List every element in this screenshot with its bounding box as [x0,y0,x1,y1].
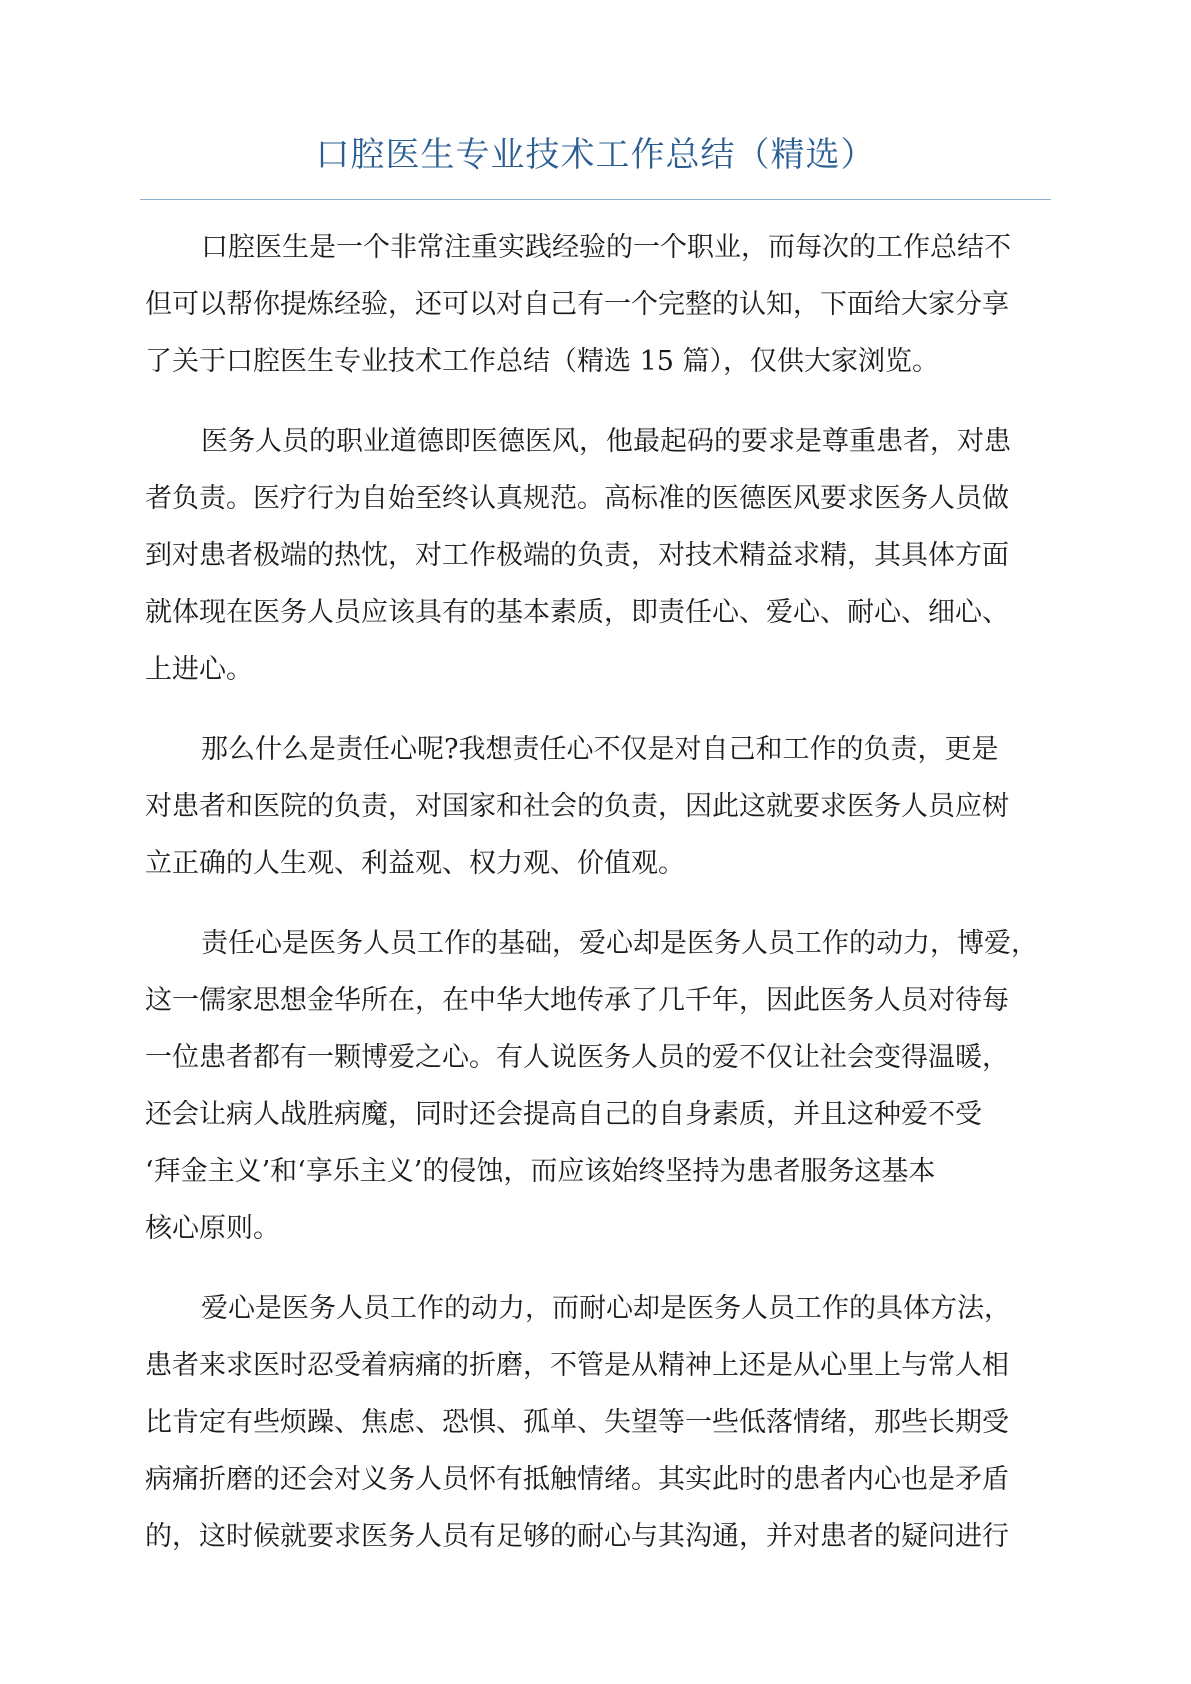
paragraph-line: 医务人员的职业道德即医德医风，他最起码的要求是尊重患者，对患 [201,426,1011,457]
paragraph-line: 立正确的人生观、利益观、权力观、价值观。 [145,848,685,879]
title-divider [140,199,1051,200]
paragraph-line: 这一儒家思想金华所在，在中华大地传承了几千年，因此医务人员对待每 [145,985,1009,1016]
paragraph-line: 口腔医生是一个非常注重实践经验的一个职业，而每次的工作总结不 [201,232,1011,263]
paragraph-line: 还会让病人战胜病魔，同时还会提高自己的自身素质，并且这种爱不受 [145,1099,982,1130]
paragraph-line: 但可以帮你提炼经验，还可以对自己有一个完整的认知，下面给大家分享 [145,289,1009,320]
paragraph [145,721,1051,892]
paragraph-line: 了关于口腔医生专业技术工作总结（精选 15 篇），仅供大家浏览。 [145,346,940,377]
paragraph-line: 那么什么是责任心呢?我想责任心不仅是对自己和工作的负责，更是 [201,734,999,765]
paragraph-line: 患者来求医时忍受着病痛的折磨，不管是从精神上还是从心里上与常人相 [145,1350,1009,1381]
paragraph-line: 爱心是医务人员工作的动力，而耐心却是医务人员工作的具体方法， [201,1293,1011,1324]
paragraph-line: 责任心是医务人员工作的基础，爱心却是医务人员工作的动力，博爱， [201,928,1038,959]
paragraph-line: 核心原则。 [145,1213,280,1244]
paragraph-line: 到对患者极端的热忱，对工作极端的负责，对技术精益求精，其具体方面 [145,540,1009,571]
paragraph-line: 的，这时候就要求医务人员有足够的耐心与其沟通，并对患者的疑问进行 [145,1521,1009,1552]
paragraph-line: 一位患者都有一颗博爱之心。有人说医务人员的爱不仅让社会变得温暖， [145,1042,1009,1073]
document-body [145,219,1051,1588]
paragraph [145,915,1051,1257]
paragraph-line: 对患者和医院的负责，对国家和社会的负责，因此这就要求医务人员应树 [145,791,1009,822]
paragraph-line: ‘拜金主义’和‘享乐主义’的侵蚀，而应该始终坚持为患者服务这基本 [145,1156,936,1187]
paragraph-line: 病痛折磨的还会对义务人员怀有抵触情绪。其实此时的患者内心也是矛盾 [145,1464,1009,1495]
paragraph [145,219,1051,390]
paragraph-line: 比肯定有些烦躁、焦虑、恐惧、孤单、失望等一些低落情绪，那些长期受 [145,1407,1009,1438]
paragraph-line: 者负责。医疗行为自始至终认真规范。高标准的医德医风要求医务人员做 [145,483,1009,514]
page-title: 口腔医生专业技术工作总结（精选） [315,135,876,175]
paragraph [145,413,1051,698]
paragraph [145,1280,1051,1565]
paragraph-line: 就体现在医务人员应该具有的基本素质，即责任心、爱心、耐心、细心、 [145,597,1009,628]
paragraph-line: 上进心。 [145,654,253,685]
